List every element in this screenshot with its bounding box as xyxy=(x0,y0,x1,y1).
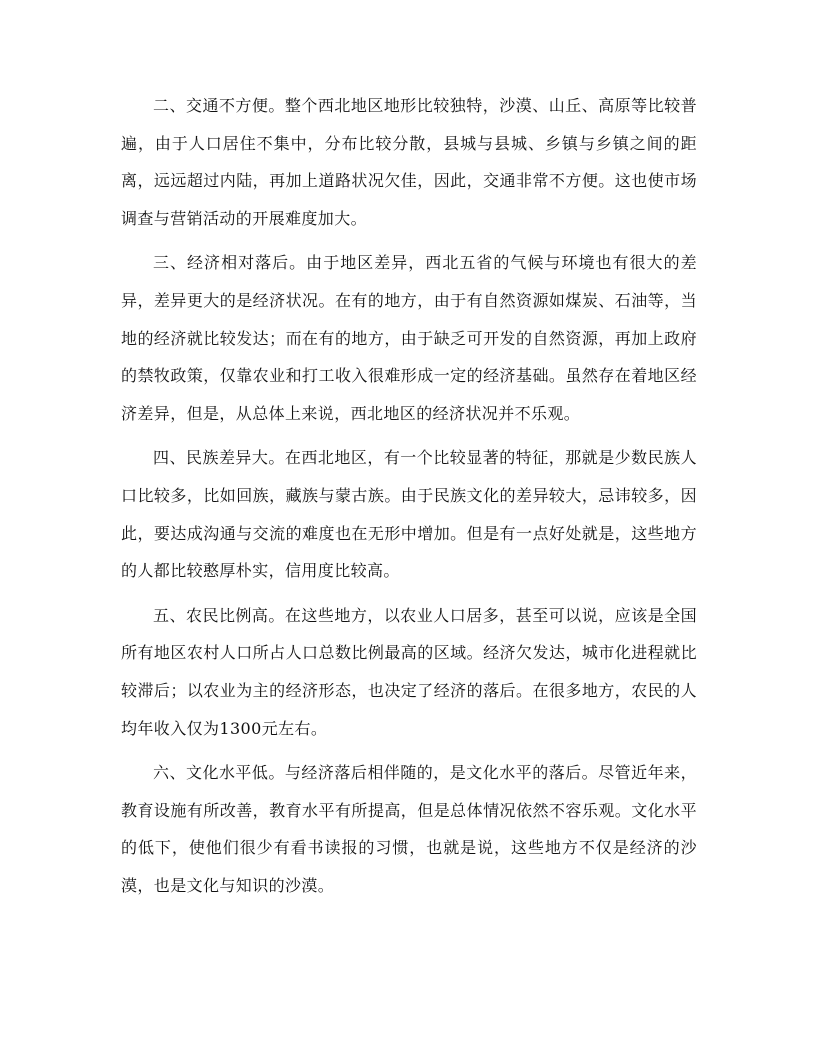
paragraph-farmers: 五、农民比例高。在这些地方，以农业人口居多，甚至可以说，应该是全国所有地区农村人口所占人口总数比例最高的区域。经济欠发达，城市化进程就比较滞后；以农业为主的经济形态，也决定了经济的落后。在很多地方，农民的人均年收入仅为1300元左右。 xyxy=(121,605,697,738)
paragraph-transport: 二、交通不方便。整个西北地区地形比较独特，沙漠、山丘、高原等比较普遍，由于人口居住不集中，分布比较分散，县城与县城、乡镇与乡镇之间的距离，远远超过内陆，再加上道路状况欠佳，因此，交通非常不方便。这也使市场调查与营销活动的开展难度加大。 xyxy=(121,96,697,228)
paragraph-ethnicity: 四、民族差异大。在西北地区，有一个比较显著的特征，那就是少数民族人口比较多，比如回族，藏族与蒙古族。由于民族文化的差异较大，忌讳较多，因此，要达成沟通与交流的难度也在无形中增加。但是有一点好处就是，这些地方的人都比较憨厚朴实，信用度比较高。 xyxy=(121,448,697,581)
paragraph-economy: 三、经济相对落后。由于地区差异，西北五省的气候与环境也有很大的差异，差异更大的是经济状况。在有的地方，由于有自然资源如煤炭、石油等，当地的经济就比较发达；而在有的地方，由于缺乏可开发的自然资源，再加上政府的禁牧政策，仅靠农业和打工收入很难形成一定的经济基础。虽然存在着地区经济差异，但是，从总体上来说，西北地区的经济状况并不乐观。 xyxy=(121,253,697,423)
paragraph-culture: 六、文化水平低。与经济落后相伴随的，是文化水平的落后。尽管近年来，教育设施有所改善，教育水平有所提高，但是总体情况依然不容乐观。文化水平的低下，使他们很少有看书读报的习惯，也就是说，这些地方不仅是经济的沙漠，也是文化与知识的沙漠。 xyxy=(121,763,697,895)
document-page xyxy=(121,87,697,911)
